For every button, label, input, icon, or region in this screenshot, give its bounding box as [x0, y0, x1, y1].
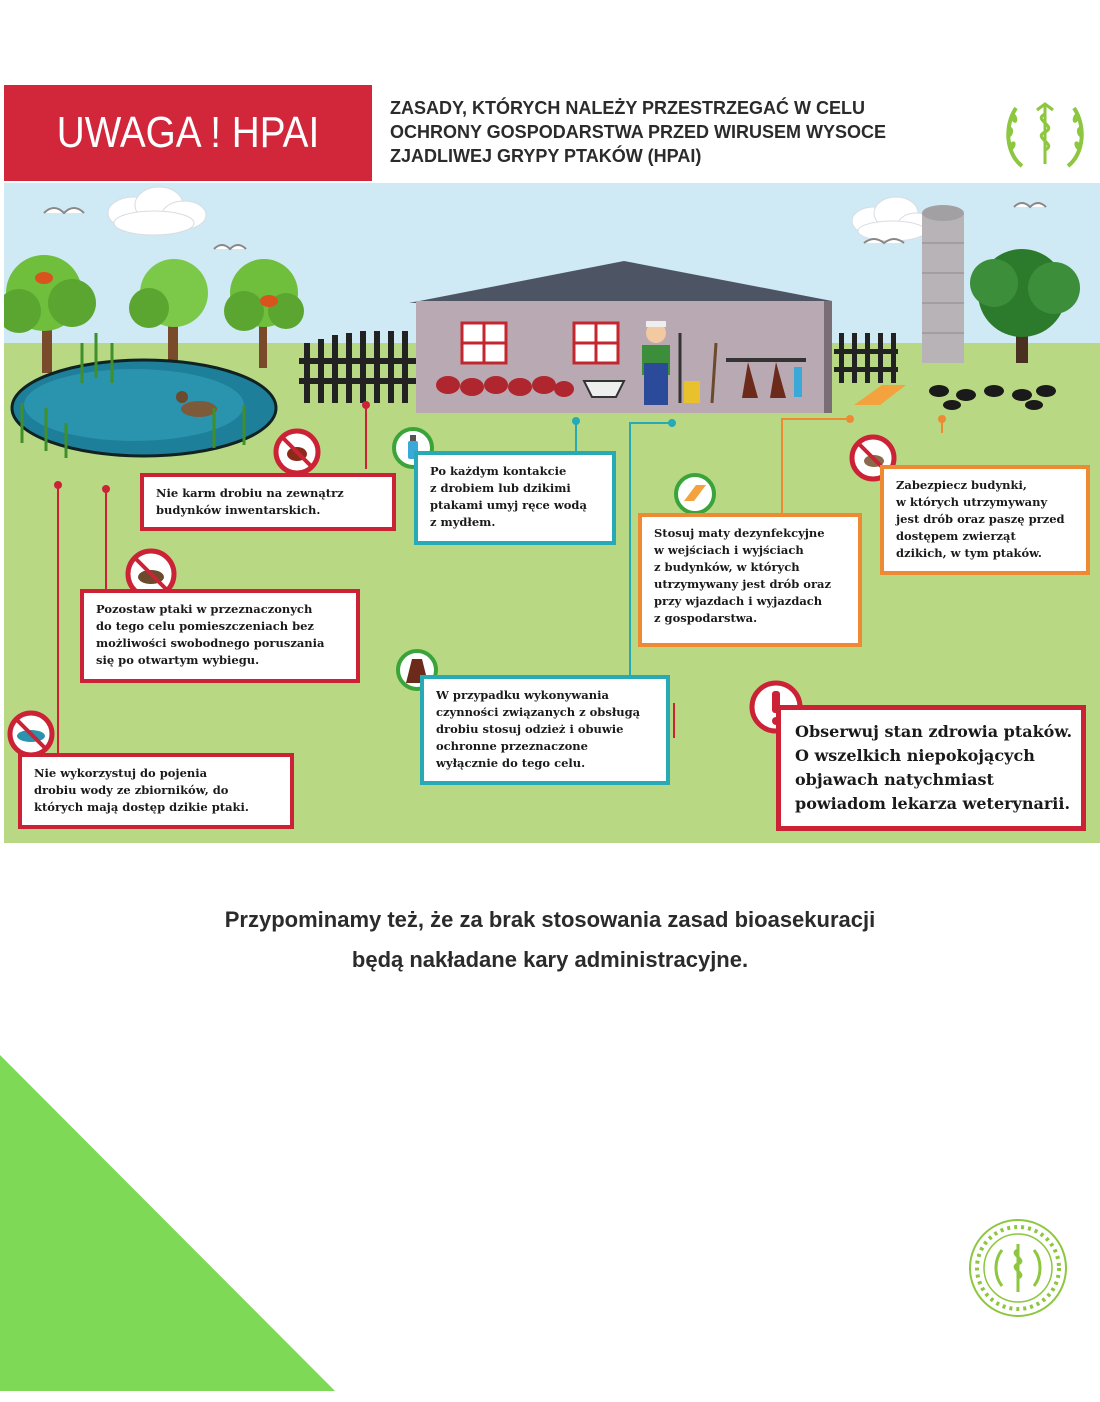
- callout-disinfection-mats: [638, 513, 862, 647]
- callout-line: z mydłem.: [430, 515, 496, 529]
- callout-line: z drobiem lub dzikimi: [430, 481, 571, 495]
- callout-no-wild-water: [18, 753, 294, 829]
- callout-line: Po każdym kontakcie: [430, 464, 567, 478]
- callout-line: dzikich, w tym ptaków.: [896, 546, 1042, 560]
- callout-line: się po otwartym wybiegu.: [96, 653, 260, 667]
- footer-note: [0, 900, 1100, 980]
- subtitle-line: ZJADLIWEJ GRYPY PTAKÓW (HPAI): [390, 146, 702, 166]
- callout-line: dostępem zwierząt: [896, 529, 1016, 543]
- callout-line: O wszelkich niepokojących: [795, 746, 1035, 765]
- callout-line: Obserwuj stan zdrowia ptaków.: [795, 722, 1073, 741]
- callout-line: w których utrzymywany: [896, 495, 1048, 509]
- footer-line: będą nakładane kary administracyjne.: [351, 947, 749, 972]
- callout-line: możliwości swobodnego poruszania: [96, 636, 325, 650]
- callout-keep-indoors: [80, 589, 360, 683]
- callout-line: z budynków, w których: [654, 560, 800, 574]
- callout-wash-hands: [414, 451, 616, 545]
- callout-line: w wejściach i wyjściach: [654, 543, 804, 557]
- decorative-green-triangle: [0, 1055, 340, 1395]
- no-water-icon: [6, 709, 56, 759]
- callout-line: drobiu wody ze zbiorników, do: [34, 783, 229, 797]
- callout-line: Zabezpiecz budynki,: [896, 478, 1027, 492]
- callout-monitor-health: [776, 705, 1086, 831]
- mat-icon: [672, 471, 718, 517]
- callout-line: czynności związanych z obsługą: [436, 705, 641, 719]
- callout-line: których mają dostęp dzikie ptaki.: [34, 800, 249, 814]
- callout-line: powiadom lekarza weterynarii.: [795, 794, 1071, 813]
- callout-line: drobiu stosuj odzież i obuwie: [436, 722, 624, 736]
- callout-line: z gospodarstwa.: [654, 611, 758, 625]
- callout-line: ptakami umyj ręce wodą: [430, 498, 587, 512]
- callout-line: przy wjazdach i wyjazdach: [654, 594, 823, 608]
- callout-line: ochronne przeznaczone: [436, 739, 588, 753]
- callout-line: Pozostaw ptaki w przeznaczonych: [96, 602, 313, 616]
- veterinary-logo: [1002, 96, 1088, 174]
- footer-line: Przypominamy też, że za brak stosowania zasad bioasekuracji: [224, 907, 876, 932]
- callout-line: Nie karm drobiu na zewnątrz: [156, 486, 344, 500]
- callout-line: W przypadku wykonywania: [436, 688, 609, 702]
- callout-line: objawach natychmiast: [795, 770, 994, 789]
- subtitle-line: OCHRONY GOSPODARSTWA PRZED WIRUSEM WYSOCE: [390, 122, 887, 142]
- callout-line: budynków inwentarskich.: [156, 503, 321, 517]
- callout-protective-clothing: [420, 675, 670, 785]
- subtitle-line: ZASADY, KTÓRYCH NALEŻY PRZESTRZEGAĆ W CELU: [390, 98, 866, 118]
- callout-line: jest drób oraz paszę przed: [896, 512, 1065, 526]
- callout-line: Nie wykorzystuj do pojenia: [34, 766, 208, 780]
- header-title-banner: [4, 85, 372, 181]
- veterinary-seal: [966, 1216, 1070, 1320]
- callout-secure-buildings: [880, 465, 1090, 575]
- no-chicken-icon: [272, 427, 322, 477]
- callout-line: Stosuj maty dezynfekcyjne: [654, 526, 825, 540]
- farm-illustration: [4, 183, 1100, 843]
- callout-line: do tego celu pomieszczeniach bez: [96, 619, 314, 633]
- header-title: UWAGA ! HPAI: [56, 108, 320, 157]
- callout-line: wyłącznie do tego celu.: [436, 756, 586, 770]
- callout-line: utrzymywany jest drób oraz: [654, 577, 831, 591]
- header-subtitle: [390, 96, 990, 168]
- callout-no-feeding-outside: [140, 473, 396, 531]
